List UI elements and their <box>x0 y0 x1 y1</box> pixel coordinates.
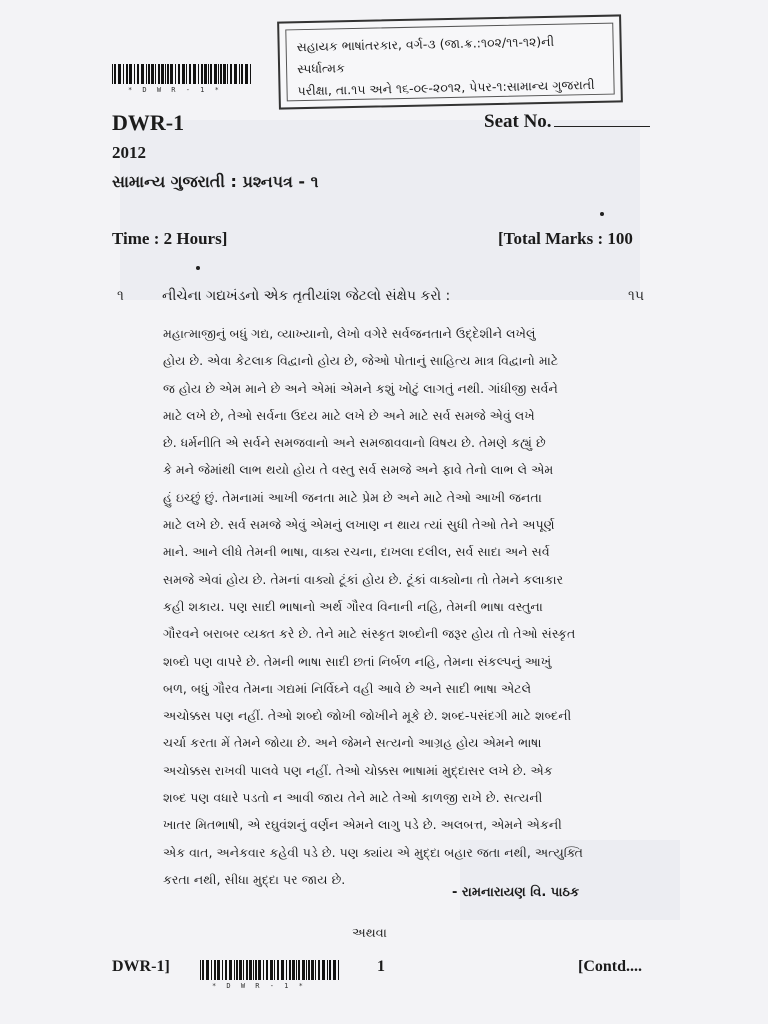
barcode-bar <box>263 960 264 980</box>
barcode-bar <box>239 64 240 84</box>
barcode-bar <box>274 960 275 980</box>
barcode-bar <box>338 960 339 980</box>
barcode-bar <box>170 64 173 84</box>
barcode-bar <box>189 64 191 84</box>
speck <box>600 212 604 216</box>
barcode-bar <box>134 64 135 84</box>
passage-line: કહી શકાય. પણ સાદી ભાષાનો અર્થ ગૌરવ વિનાની નહિ, તેમની ભાષા વસ્તુના <box>163 598 543 614</box>
passage-line: ખાતર મિતભાષી, એ રઘુવંશનું વર્ણન એમને લાગુ પડે છે. અલબત્ત, એમને એકની <box>163 817 562 833</box>
barcode-bar <box>193 64 196 84</box>
barcode-bar <box>230 64 232 84</box>
barcode-bar <box>148 64 150 84</box>
passage-line: માને. આને લીધે તેમની ભાષા, વાક્ય રચના, દાખલા દલીલ, સર્વ સાદા અને સર્વ <box>163 544 550 560</box>
barcode-bar <box>178 64 180 84</box>
barcode-bar <box>146 64 147 84</box>
passage-author: - રામનારાયણ વિ. પાઠક <box>452 885 580 900</box>
barcode-bar <box>217 960 220 980</box>
passage-text <box>163 320 613 893</box>
seat-number-blank <box>554 112 650 127</box>
question-instruction: નીચેના ગદ્યખંડનો એક તૃતીયાંશ જેટલો સંક્ષેપ કરો : <box>162 288 451 304</box>
barcode-bar <box>311 960 314 980</box>
barcode-bar <box>200 960 201 980</box>
barcode-bar <box>239 960 242 980</box>
barcode-bar <box>253 960 254 980</box>
barcode-bar <box>182 64 185 84</box>
barcode-bar <box>161 64 164 84</box>
barcode-bar <box>270 960 273 980</box>
barcode-bar <box>298 960 300 980</box>
time-allowed: Time : 2 Hours] <box>112 229 228 248</box>
barcode-bar <box>222 960 223 980</box>
barcode-bar <box>255 960 257 980</box>
barcode-bottom <box>200 960 342 984</box>
passage-line: એક વાત, અનેકવાર કહેવી પડે છે. પણ ક્યાંય એ મુદ્દા બહાર જતા નથી, અત્યુક્તિ <box>163 844 583 860</box>
barcode-bar <box>292 960 295 980</box>
passage-line: હું ઇચ્છું છું. તેમનામાં આખી જનતા માટે પ્રેમ છે અને માટે તેઓ આખી જનતા <box>163 489 542 505</box>
barcode-bar <box>201 64 203 84</box>
paper-code: DWR-1 <box>112 110 185 135</box>
passage-line: માટે લખે છે. સર્વ સમજે એવું એમનું લખાણ ન થાય ત્યાં સુધી તેઓ તેને અપૂર્ણ <box>163 517 555 533</box>
barcode-bar <box>141 64 144 84</box>
or-divider: અથવા <box>352 926 387 941</box>
barcode-top-caption: * D W R - 1 * <box>128 86 222 94</box>
barcode-bar <box>249 960 252 980</box>
barcode-bottom-caption: * D W R - 1 * <box>212 982 306 990</box>
barcode-bar <box>151 64 154 84</box>
exam-title-stamp <box>277 14 623 109</box>
stamp-line-1: સહાયક ભાષાંતરકાર, વર્ગ-૩ (જા.ક્ર.:૧૦૨/૧૧-૧૨)ની સ્પર્ધાત્મક <box>296 33 555 77</box>
question-number: ૧ <box>117 288 124 304</box>
footer-paper-code: DWR-1] <box>112 958 170 975</box>
barcode-bar <box>318 960 320 980</box>
barcode-bar <box>286 960 287 980</box>
question-marks: ૧૫ <box>628 288 645 304</box>
barcode-bar <box>223 64 226 84</box>
subject-title: સામાન્ય ગુજરાતી : પ્રશ્નપત્ર - ૧ <box>112 172 319 191</box>
speck <box>196 266 200 270</box>
barcode-bar <box>126 64 128 84</box>
barcode-bar <box>236 960 238 980</box>
barcode-bar <box>137 64 139 84</box>
barcode-bar <box>165 64 166 84</box>
barcode-bar <box>158 64 160 84</box>
barcode-bar <box>210 64 212 84</box>
seat-label: Seat No. <box>484 111 552 132</box>
barcode-bar <box>308 960 310 980</box>
barcode-bar <box>114 64 116 84</box>
barcode-bar <box>246 960 248 980</box>
passage-line: સમજે એવાં હોય છે. તેમનાં વાક્યો ટૂંકાં હોય છે. ટૂંકાં વાક્યોના તો તેમને કલાકાર <box>163 571 564 587</box>
barcode-bar <box>266 960 268 980</box>
barcode-bar <box>214 960 216 980</box>
barcode-bar <box>329 960 331 980</box>
barcode-bar <box>220 64 222 84</box>
barcode-top <box>112 64 254 88</box>
stamp-line-2: પરીક્ષા, તા.૧૫ અને ૧૬-૦૯-૨૦૧૨, પેપર-૧:સામાન્ય ગુજરાતી <box>297 76 595 99</box>
passage-line: અચોક્કસ રાખવી પાલવે પણ નહીં. તેઓ ચોક્કસ ભાષામાં મુદ્દાસર લખે છે. એક <box>163 762 553 778</box>
barcode-bar <box>198 64 199 84</box>
passage-line: બળ, બધું ગૌરવ તેમના ગદ્યમાં નિર્વિઘ્ને વહી આવે છે અને સાદી ભાષા એટલે <box>163 680 532 696</box>
barcode-bar <box>333 960 336 980</box>
barcode-bar <box>306 960 307 980</box>
passage-line: છે. ધર્મનીતિ એ સર્વને સમજવાનો અને સમજાવવાનો વિષય છે. તેમણે કહ્યું છે <box>163 435 546 451</box>
barcode-bar <box>218 64 219 84</box>
barcode-bar <box>208 64 209 84</box>
barcode-bar <box>281 960 284 980</box>
barcode-bar <box>155 64 156 84</box>
passage-line: શબ્દ પણ વધારે પડતો ન આવી જાય તેને માટે તેઓ કાળજી રાખે છે. સત્યની <box>163 790 543 806</box>
passage-line: જ હોય છે એમ માને છે અને એમાં એમને કશું ખોટું લાગતું નથી. ગાંધીજી સર્વને <box>163 380 558 396</box>
passage-line: હોય છે. એવા કેટલાક વિદ્વાનો હોય છે, જેઓ પોતાનું સાહિત્ય માત્ર વિદ્વાનો માટે <box>163 353 559 369</box>
page-number: 1 <box>377 958 385 975</box>
barcode-bar <box>243 960 244 980</box>
passage-line: કરતા નથી, સીધા મુદ્દા પર જાય છે. <box>163 871 346 887</box>
barcode-bar <box>322 960 325 980</box>
barcode-bar <box>315 960 316 980</box>
barcode-bar <box>123 64 124 84</box>
seat-number-field <box>484 111 650 133</box>
barcode-bar <box>206 960 209 980</box>
passage-line: અચોક્કસ પણ નહીં. તેઓ શબ્દો જોખી જોખીને મૂકે છે. શબ્દ-પસંદગી માટે શબ્દની <box>163 708 572 724</box>
barcode-bar <box>204 64 207 84</box>
barcode-bar <box>118 64 121 84</box>
barcode-bar <box>245 64 248 84</box>
continued-label: [Contd.... <box>578 958 643 975</box>
barcode-bar <box>167 64 169 84</box>
barcode-bar <box>229 960 232 980</box>
barcode-bar <box>112 64 113 84</box>
barcode-bar <box>277 960 279 980</box>
barcode-bar <box>234 64 237 84</box>
barcode-bar <box>175 64 176 84</box>
barcode-bar <box>211 960 212 980</box>
passage-line: માટે લખે છે, તેઓ સર્વના ઉદય માટે લખે છે અને માટે સર્વ સમજે એવું લખે <box>163 407 535 423</box>
barcode-bar <box>302 960 305 980</box>
passage-line: મહાત્માજીનું બધું ગદ્ય, વ્યાખ્યાનો, લેખો વગેરે સર્વજનતાને ઉદ્દેશીને લખેલું <box>163 326 536 341</box>
barcode-bar <box>186 64 187 84</box>
barcode-bar <box>289 960 291 980</box>
barcode-bar <box>202 960 204 980</box>
barcode-bar <box>241 64 243 84</box>
barcode-bar <box>234 960 235 980</box>
barcode-bar <box>250 64 251 84</box>
barcode-bar <box>214 64 217 84</box>
passage-line: શબ્દો પણ વાપરે છે. તેમની ભાષા સાદી છતાં નિર્બળ નહિ, તેમના સંકલ્પનું આખું <box>163 653 552 669</box>
exam-year: 2012 <box>112 143 146 162</box>
barcode-bar <box>225 960 227 980</box>
show-through-text <box>120 120 640 300</box>
barcode-bar <box>129 64 132 84</box>
barcode-bar <box>296 960 297 980</box>
passage-line: ગૌરવને બરાબર વ્યક્ત કરે છે. તેને માટે સંસ્કૃત શબ્દોની જરૂર હોય તો તેઓ સંસ્કૃત <box>163 626 576 642</box>
barcode-bar <box>227 64 228 84</box>
passage-line: કે મને જેમાંથી લાભ થયો હોય તે વસ્તુ સર્વ સમજે અને ફાવે તેનો લાભ લે એમ <box>163 462 554 478</box>
barcode-bar <box>258 960 261 980</box>
total-marks: [Total Marks : 100 <box>498 229 633 248</box>
barcode-bar <box>327 960 328 980</box>
passage-line: ચર્ચા કરતા મેં તેમને જોયા છે. અને જેમને સત્યનો આગ્રહ હોય એમને ભાષા <box>163 735 542 751</box>
